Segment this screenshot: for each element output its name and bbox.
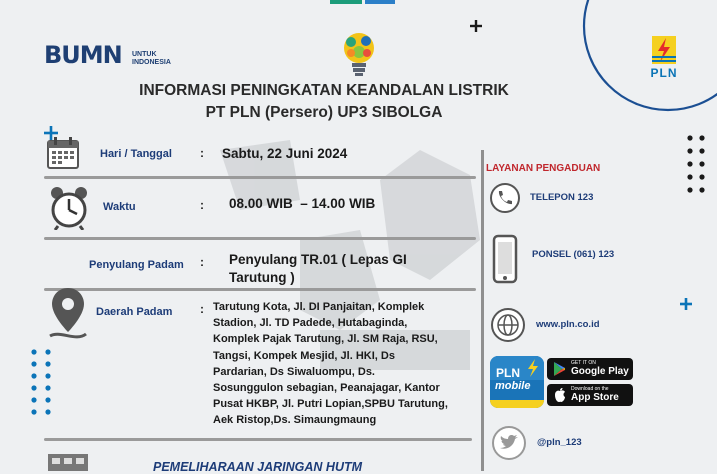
contact-mobile[interactable]: PONSEL (061) 123 [532,249,615,260]
pln-mobile-name-2: mobile [495,380,531,392]
google-play-icon [552,361,568,377]
google-play-button[interactable] [547,358,633,380]
footer-title: PEMELIHARAAN JARINGAN HUTM [153,460,363,474]
feeder-label: Penyulang Padam [89,259,184,271]
time-label: Waktu [103,201,136,213]
bumn-logo-subtitle: UNTUK INDONESIA [132,51,171,66]
pln-mobile-app-icon[interactable] [490,356,544,408]
time-colon: : [200,198,204,212]
globe-icon [490,307,526,343]
area-line: Pusat HKBP, Jl. Putri Lopian,SPBU Tarutung, [213,398,448,411]
mobile-phone-icon [490,234,522,286]
map-pin-icon [46,286,90,342]
date-colon: : [200,146,204,160]
area-colon: : [200,302,204,316]
area-label: Daerah Padam [96,306,173,318]
page-subtitle: PT PLN (Persero) UP3 SIBOLGA [205,104,443,121]
twitter-icon [491,425,527,461]
lightning-icon [526,359,540,377]
contact-website[interactable]: www.pln.co.id [536,319,600,330]
contact-heading: LAYANAN PENGADUAN [486,163,601,174]
pln-mobile-name-1: PLN [496,366,520,380]
phone-icon [489,182,521,214]
calendar-icon [46,136,82,170]
app-store-text: App Store [571,392,619,403]
area-list [213,299,475,429]
area-line: Tangsi, Kompek Mesjid, Jl. HKI, Ds [213,349,395,362]
area-line: Stadion, Jl. TD Padede, Hutabaginda, [213,317,408,330]
area-line: Aek Ristop,Ds. Simaungmaung [213,414,377,427]
google-play-small-text: GET IT ON [571,360,596,366]
feeder-value-line1: Penyulang TR.01 ( Lepas GI [229,252,407,267]
area-line: Tarutung Kota, Jl. DI Panjaitan, Komplek [213,301,425,313]
network-icon [46,450,90,471]
contact-twitter[interactable]: @pln_123 [537,437,582,448]
bumn-logo-text: BUMN [44,41,122,69]
app-store-small-text: Download on the [571,386,609,392]
google-play-text: Google Play [571,366,629,377]
area-line: Sosunggulon sebagian, Peanajagar, Kantor [213,382,440,395]
time-value: 08.00 WIB – 14.00 WIB [229,196,376,211]
apple-icon [553,387,567,403]
contact-phone[interactable]: TELEPON 123 [530,192,594,203]
bumn-logo [44,41,184,72]
area-line: Pardarian, Ds Siwaluompu, Ds. [213,365,375,378]
alarm-clock-icon [48,186,90,230]
feeder-colon: : [200,255,204,269]
date-value: Sabtu, 22 Juni 2024 [222,146,348,161]
page-title: INFORMASI PENINGKATAN KEANDALAN LISTRIK [139,82,509,99]
app-store-button[interactable] [547,384,633,406]
area-line: Komplek Pajak Tarutung, Jl. SM Raja, RSU, [213,333,438,346]
feeder-value-line2: Tarutung ) [229,270,295,285]
pln-logo-text: PLN [650,66,678,80]
date-label: Hari / Tanggal [100,148,172,160]
lightbulb-icon [339,30,379,78]
